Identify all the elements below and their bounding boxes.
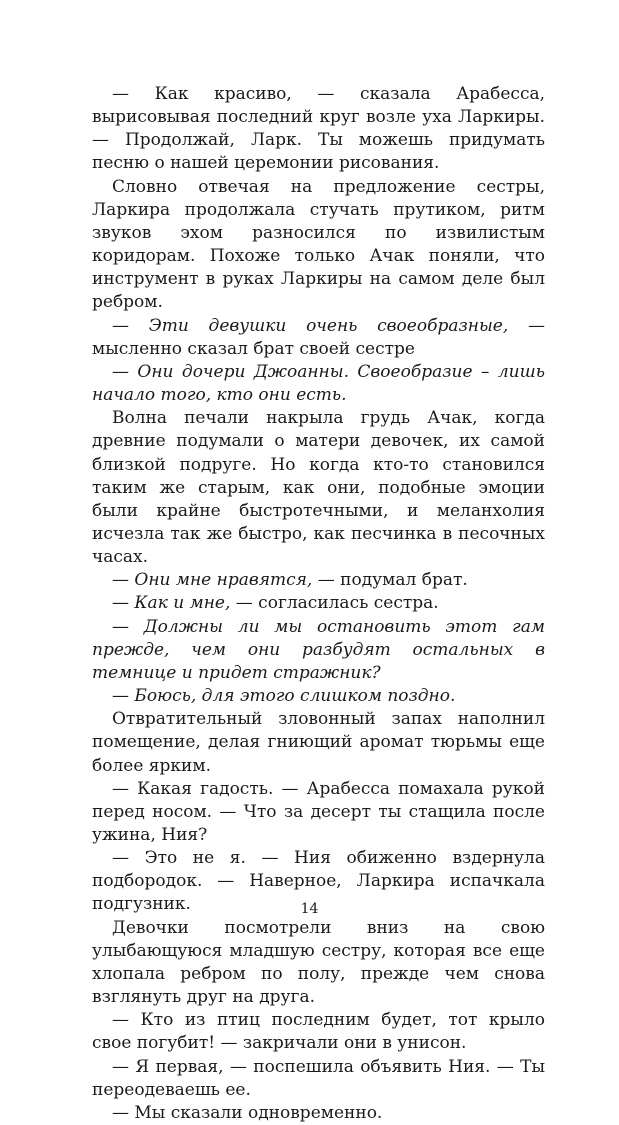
paragraph-2: Словно отвечая на предложение сестры, Ларкира продолжала стучать прутиком, ритм звуков эхом разносился по извилистым коридорам. Похоже только Ачак поняли, что инструмент в руках Ларкиры на самом деле был ребром. bbox=[92, 176, 545, 313]
page-number: 14 bbox=[300, 901, 319, 917]
paragraph-1: — Как красиво, — сказала Арабесса, вырисовывая последний круг возле уха Ларкиры. — Продолжай, Ларк. Ты можешь придумать песню о нашей церемонии рисования. bbox=[92, 84, 545, 174]
paragraph-5: Волна печали накрыла грудь Ачак, когда древние подумали о матери девочек, их самой близкой подруге. Но когда кто-то становился таким же старым, как они, подобные эмоции были крайне быстротечными, и меланхолия исчезла так же быстро, как песчинка в песочных часах. bbox=[92, 408, 545, 568]
paragraph-11: — Какая гадость. — Арабесса помахала рукой перед носом. — Что за десерт ты стащила после ужина, Ния? bbox=[92, 778, 545, 845]
paragraph-4: — Они дочери Джоанны. Своеобразие – лишь начало того, кто они есть. bbox=[92, 361, 545, 406]
paragraph-7: — Как и мне, — согласилась сестра. bbox=[112, 593, 439, 614]
paragraph-3: — Эти девушки очень своеобразные, — мысленно сказал брат своей сестре bbox=[92, 315, 546, 359]
paragraph-16: — Мы сказали одновременно. bbox=[112, 1102, 383, 1123]
paragraph-14: — Кто из птиц последним будет, тот крыло свое погубит! — закричали они в унисон. bbox=[92, 1010, 545, 1054]
paragraph-15: — Я первая, — поспешила объявить Ния. — Ты переодеваешь ее. bbox=[92, 1056, 545, 1100]
paragraph-8: — Должны ли мы остановить этот гам прежде, чем они разбудят остальных в темнице и придет стражник? bbox=[92, 616, 545, 683]
paragraph-12: — Это не я. — Ния обиженно вздернула подбородок. — Наверное, Ларкира испачкала подгузник. bbox=[92, 848, 545, 915]
page-body bbox=[92, 83, 545, 1125]
paragraph-13: Девочки посмотрели вниз на свою улыбающуюся младшую сестру, которая все еще хлопала ребром по полу, прежде чем снова взглянуть друг на друга. bbox=[92, 917, 545, 1008]
paragraph-6: — Они мне нравятся, — подумал брат. bbox=[112, 570, 468, 591]
paragraph-9: — Боюсь, для этого слишком поздно. bbox=[112, 686, 456, 707]
paragraph-10: Отвратительный зловонный запах наполнил помещение, делая гниющий аромат тюрьмы еще более ярким. bbox=[92, 709, 545, 776]
